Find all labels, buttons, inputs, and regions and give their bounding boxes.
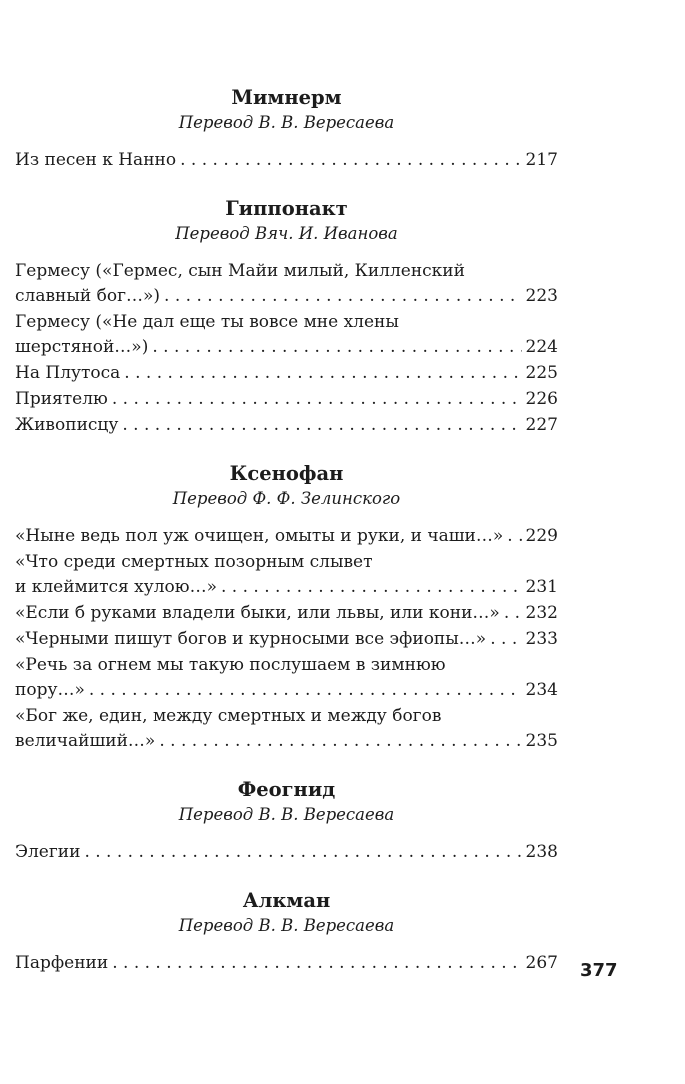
entry-title-line: величайший…» [15, 731, 156, 751]
entry-last-line [15, 284, 558, 309]
entry-last-line [15, 840, 558, 865]
entry-last-line [15, 951, 558, 976]
toc-entry[interactable] [15, 653, 558, 703]
entry-page-number: 235 [525, 731, 558, 751]
section-author: Феогнид [237, 778, 336, 801]
entry-page-number: 226 [525, 389, 558, 409]
entry-title-line: Гермесу («Гермес, сын Майи милый, Килленский [15, 261, 465, 281]
entry-last-line [15, 601, 558, 626]
entry-last-line [15, 335, 558, 360]
entry-last-line [15, 678, 558, 703]
entry-last-line [15, 413, 558, 438]
entry-title-line: Приятелю [15, 389, 108, 409]
entry-title-line: Парфении [15, 953, 109, 973]
entry-title-line: «Если б руками владели быки, или львы, или кони…» [15, 603, 500, 623]
page-number: 377 [580, 960, 618, 981]
section-author: Гиппонакт [225, 197, 348, 220]
section-author: Мимнерм [231, 86, 342, 109]
dot-leader [180, 148, 521, 173]
dot-leader [152, 335, 521, 360]
toc-entry[interactable] [15, 413, 558, 438]
entry-title-line: «Речь за огнем мы такую послушаем в зимнюю [15, 655, 446, 675]
entry-page-number: 223 [525, 286, 558, 306]
entry-page-number: 233 [525, 629, 558, 649]
entry-page-number: 234 [525, 680, 558, 700]
dot-leader [89, 678, 522, 703]
section-translator: Перевод В. В. Вересаева [178, 805, 395, 824]
toc-entry[interactable] [15, 524, 558, 549]
toc-section [15, 778, 558, 865]
entry-last-line [15, 575, 558, 600]
dot-leader [112, 387, 522, 412]
entry-last-line [15, 148, 558, 173]
table-of-contents [15, 86, 558, 1000]
entry-title-line: «Что среди смертных позорным слывет [15, 552, 373, 572]
toc-entry[interactable] [15, 550, 558, 600]
dot-leader [164, 284, 522, 309]
dot-leader [507, 524, 521, 549]
entry-title-line: славный бог…») [15, 286, 161, 306]
entry-page-number: 267 [525, 953, 558, 973]
entry-title-line: На Плутоса [15, 363, 121, 383]
dot-leader [84, 840, 521, 865]
section-translator: Перевод Вяч. И. Иванова [175, 224, 398, 243]
entry-last-line [15, 729, 558, 754]
entry-page-number: 231 [525, 577, 558, 597]
dot-leader [122, 413, 521, 438]
dot-leader [124, 361, 521, 386]
toc-entry[interactable] [15, 387, 558, 412]
dot-leader [504, 601, 522, 626]
dot-leader [221, 575, 522, 600]
entry-title-line: «Ныне ведь пол уж очищен, омыты и руки, и чаши…» [15, 526, 504, 546]
entry-title-line: Элегии [15, 842, 81, 862]
entry-page-number: 224 [525, 337, 558, 357]
entry-title-line: «Черными пишут богов и курносыми все эфиопы…» [15, 629, 487, 649]
toc-entry[interactable] [15, 627, 558, 652]
entry-title-line: и клеймится хулою…» [15, 577, 217, 597]
toc-entry[interactable] [15, 840, 558, 865]
dot-leader [159, 729, 521, 754]
entry-last-line [15, 524, 558, 549]
entry-title-line: Живописцу [15, 415, 119, 435]
toc-section [15, 889, 558, 976]
toc-entry[interactable] [15, 310, 558, 360]
dot-leader [490, 627, 521, 652]
section-author: Алкман [242, 889, 331, 912]
entry-page-number: 225 [525, 363, 558, 383]
entry-title-line: пору…» [15, 680, 85, 700]
dot-leader [112, 951, 521, 976]
toc-entry[interactable] [15, 704, 558, 754]
toc-section [15, 462, 558, 754]
entry-last-line [15, 361, 558, 386]
entry-page-number: 232 [525, 603, 558, 623]
section-author: Ксенофан [229, 462, 344, 485]
entry-title-line: шерстяной…») [15, 337, 149, 357]
section-translator: Перевод В. В. Вересаева [178, 113, 395, 132]
entry-title-line: Из песен к Нанно [15, 150, 177, 170]
toc-section [15, 86, 558, 173]
entry-last-line [15, 387, 558, 412]
entry-page-number: 229 [525, 526, 558, 546]
entry-title-line: «Бог же, един, между смертных и между богов [15, 706, 442, 726]
entry-page-number: 217 [525, 150, 558, 170]
entry-last-line [15, 627, 558, 652]
toc-entry[interactable] [15, 361, 558, 386]
toc-entry[interactable] [15, 148, 558, 173]
entry-page-number: 227 [525, 415, 558, 435]
toc-entry[interactable] [15, 259, 558, 309]
toc-section [15, 197, 558, 438]
section-translator: Перевод В. В. Вересаева [178, 916, 395, 935]
toc-entry[interactable] [15, 601, 558, 626]
entry-title-line: Гермесу («Не дал еще ты вовсе мне хлены [15, 312, 399, 332]
toc-entry[interactable] [15, 951, 558, 976]
section-translator: Перевод Ф. Ф. Зелинского [172, 489, 401, 508]
entry-page-number: 238 [525, 842, 558, 862]
